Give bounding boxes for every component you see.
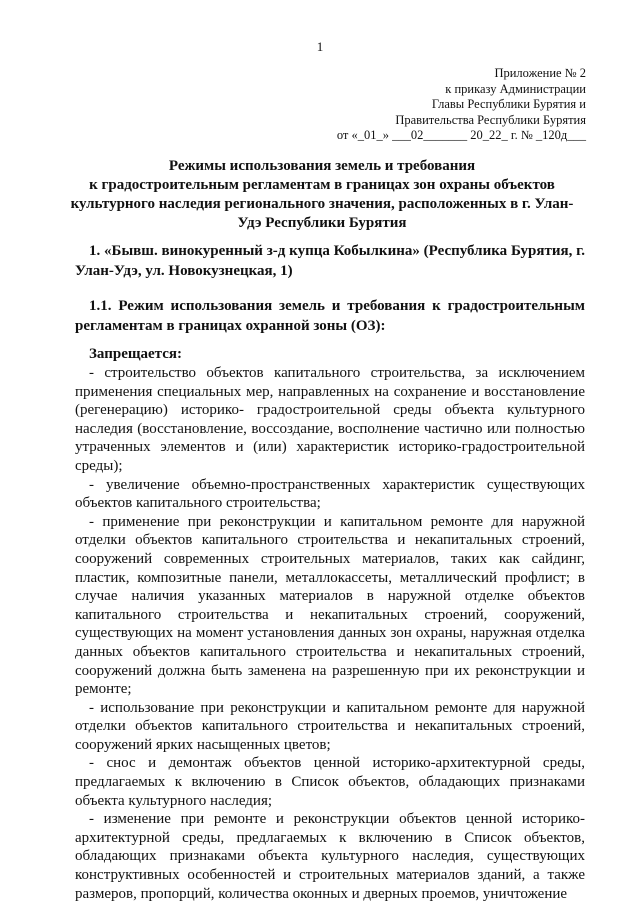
appendix-line: Правительства Республики Бурятия (395, 112, 586, 127)
list-item: - использование при реконструкции и капитальном ремонте для наружной отделки объектов капитального строительства и некапитальных строений, сооружений ярких насыщенных цветов; (75, 699, 585, 753)
list-item: - применение при реконструкции и капитальном ремонте для наружной отделки объектов капитального строительства и некапитальных строений, сооружений современных строительных материалов, таких как сайдинг, пластик, композитные панели, металлокассеты, металлический профлист; в случае наличия указанных материалов в наружной отделке объектов капитального строительства и некапитальных строений, сооружений, существующих на момент установления данных зон охраны, наружная отделка данных объектов капитального строительства и некапитальных строений, сооружений должна быть заменена на разрешенную при их реконструкции и ремонте; (75, 513, 585, 698)
title-line: Режимы использования земель и требования (168, 158, 476, 174)
document-title (60, 157, 584, 233)
title-line: Удэ Республики Бурятия (237, 215, 407, 231)
page-number: 1 (316, 39, 324, 54)
appendix-line: к приказу Администрации (445, 81, 586, 96)
forbidden-list (75, 364, 585, 903)
section-1-heading: 1. «Бывш. винокуренный з-д купца Кобылкина» (Республика Бурятия, г. Улан-Удэ, ул. Новокузнецкая, 1) (75, 243, 585, 279)
appendix-header (337, 66, 586, 144)
forbidden-heading: Запрещается: (89, 346, 183, 362)
section-1-1-heading: 1.1. Режим использования земель и требования к градостроительным регламентам в границах охранной зоны (ОЗ): (75, 298, 585, 334)
list-item: - изменение при ремонте и реконструкции объектов ценной историко-архитектурной среды, предлагаемых к включению в Список объектов, обладающих признаками объекта культурного наследия, существующих конструктивных особенностей и строительных материалов зданий, а также размеров, пропорций, количества оконных и дверных проемов, уничтожение (75, 811, 585, 902)
appendix-line: Приложение № 2 (494, 66, 586, 80)
list-item: - строительство объектов капитального строительства, за исключением применения специальных мер, направленных на сохранение и восстановление (регенерацию) историко- градостроительной среды объекта культурного наследия (восстановление, воссоздание, восполнение частично или полностью утраченных элементов и (или) характеристик историко-градостроительной среды); (75, 365, 585, 474)
title-line: к градостроительным регламентам в границах зон охраны объектов (89, 177, 555, 193)
appendix-date-line: от «_01_» ___02_______ 20_22_ г. № _120д___ (336, 128, 586, 142)
list-item: - снос и демонтаж объектов ценной историко-архитектурной среды, предлагаемых к включению в Список объектов, обладающих признаками объекта культурного наследия; (75, 755, 585, 809)
appendix-line: Главы Республики Бурятия и (431, 97, 586, 111)
title-line: культурного наследия регионального значения, расположенных в г. Улан- (70, 196, 574, 212)
list-item: - увеличение объемно-пространственных характеристик существующих объектов капитального строительства; (75, 476, 585, 512)
